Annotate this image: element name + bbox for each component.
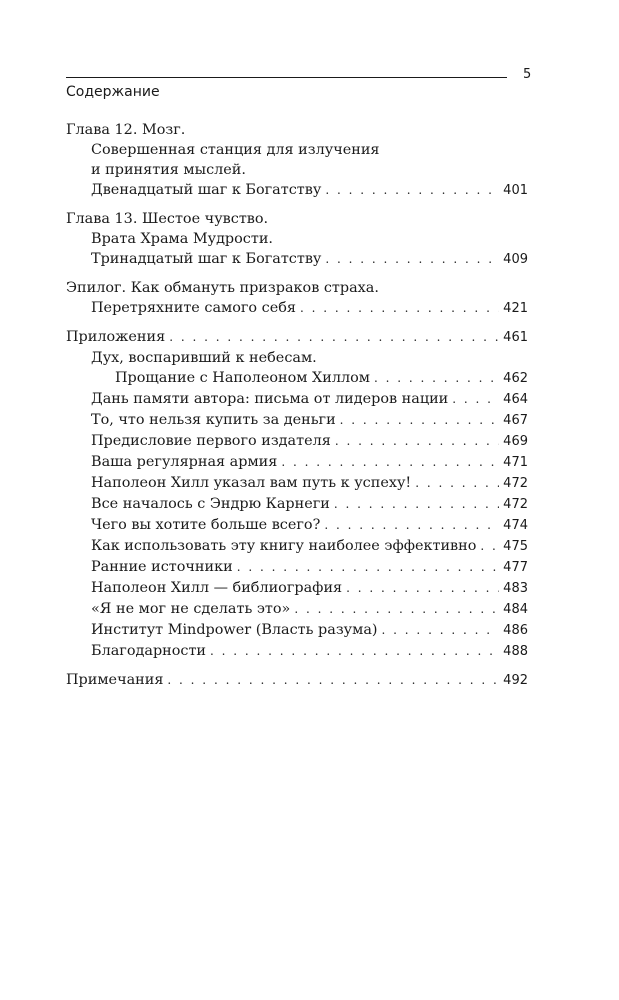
toc-page-number: 486: [503, 623, 528, 638]
toc-page-number: 409: [503, 252, 528, 267]
table-of-contents: [66, 120, 528, 699]
dot-leader: [382, 620, 500, 640]
toc-entry: [66, 140, 528, 160]
toc-entry: [66, 298, 528, 319]
page-number: 5: [523, 67, 532, 82]
dot-leader: [325, 249, 499, 269]
toc-entry: [66, 473, 528, 494]
toc-entry: [66, 557, 528, 578]
toc-entry: [66, 160, 528, 180]
toc-entry: [66, 431, 528, 452]
toc-entry-title: Дух, воспаривший к небесам.: [91, 350, 317, 366]
toc-entry-title: Все началось с Эндрю Карнеги: [91, 496, 330, 512]
toc-entry-title: Глава 12. Мозг.: [66, 122, 186, 138]
toc-entry-title: Перетряхните самого себя: [91, 300, 296, 316]
toc-page-number: 462: [503, 371, 528, 386]
dot-leader: [335, 431, 499, 451]
toc-entry: [66, 389, 528, 410]
toc-page-number: 483: [503, 581, 528, 596]
toc-entry-title: Институт Mindpower (Власть разума): [91, 622, 378, 638]
toc-entry: [66, 641, 528, 662]
running-head: Содержание: [66, 84, 160, 100]
toc-entry: [66, 494, 528, 515]
toc-group: [66, 209, 528, 270]
toc-entry-title: Примечания: [66, 672, 164, 688]
toc-entry-title: Совершенная станция для излучения: [91, 142, 380, 158]
dot-leader: [340, 410, 500, 430]
toc-entry: [66, 120, 528, 140]
toc-entry: [66, 327, 528, 348]
toc-entry-title: Наполеон Хилл — библиография: [91, 580, 343, 596]
dot-leader: [480, 536, 499, 556]
header-rule: [66, 77, 507, 78]
dot-leader: [334, 494, 499, 514]
toc-page-number: 472: [503, 497, 528, 512]
toc-entry-title: Ранние источники: [91, 559, 233, 575]
toc-entry-title: «Я не мог не сделать это»: [91, 601, 291, 617]
dot-leader: [346, 578, 499, 598]
toc-page-number: 464: [503, 392, 528, 407]
toc-entry: [66, 348, 528, 368]
toc-entry-title: Эпилог. Как обмануть призраков страха.: [66, 280, 379, 296]
toc-page-number: 421: [503, 301, 528, 316]
toc-entry: [66, 599, 528, 620]
toc-group: [66, 327, 528, 662]
toc-entry: [66, 536, 528, 557]
toc-page-number: 472: [503, 476, 528, 491]
toc-entry: [66, 249, 528, 270]
toc-entry: [66, 452, 528, 473]
toc-group: [66, 670, 528, 691]
toc-entry-title: и принятия мыслей.: [91, 162, 246, 178]
toc-entry-title: Двенадцатый шаг к Богатству: [91, 182, 322, 198]
toc-entry-title: Наполеон Хилл указал вам путь к успеху!: [91, 475, 412, 491]
toc-page-number: 461: [503, 330, 528, 345]
toc-entry-title: Ваша регулярная армия: [91, 454, 278, 470]
toc-entry-title: Дань памяти автора: письма от лидеров нации: [91, 391, 449, 407]
toc-entry: [66, 180, 528, 201]
toc-entry-title: То, что нельзя купить за деньги: [91, 412, 336, 428]
toc-entry: [66, 670, 528, 691]
toc-page-number: 488: [503, 644, 528, 659]
toc-entry-title: Тринадцатый шаг к Богатству: [91, 251, 322, 267]
dot-leader: [325, 180, 499, 200]
toc-entry: [66, 620, 528, 641]
toc-entry-title: Чего вы хотите больше всего?: [91, 517, 321, 533]
toc-entry: [66, 515, 528, 536]
toc-page-number: 484: [503, 602, 528, 617]
toc-entry-title: Предисловие первого издателя: [91, 433, 331, 449]
toc-group: [66, 278, 528, 319]
toc-entry-title: Как использовать эту книгу наиболее эффективно: [91, 538, 477, 554]
toc-page-number: 477: [503, 560, 528, 575]
dot-leader: [294, 599, 499, 619]
dot-leader: [300, 298, 499, 318]
dot-leader: [210, 641, 499, 661]
toc-page-number: 492: [503, 673, 528, 688]
toc-entry: [66, 209, 528, 229]
dot-leader: [374, 368, 499, 388]
toc-page-number: 474: [503, 518, 528, 533]
toc-entry: [66, 578, 528, 599]
toc-page-number: 401: [503, 183, 528, 198]
toc-entry-title: Благодарности: [91, 643, 207, 659]
toc-entry-title: Прощание с Наполеоном Хиллом: [115, 370, 370, 386]
toc-entry: [66, 410, 528, 431]
toc-entry: [66, 368, 528, 389]
toc-page-number: 475: [503, 539, 528, 554]
dot-leader: [169, 327, 499, 347]
dot-leader: [281, 452, 499, 472]
toc-page-number: 467: [503, 413, 528, 428]
dot-leader: [415, 473, 499, 493]
dot-leader: [237, 557, 499, 577]
dot-leader: [452, 389, 499, 409]
toc-page-number: 469: [503, 434, 528, 449]
toc-entry: [66, 278, 528, 298]
dot-leader: [167, 670, 499, 690]
dot-leader: [324, 515, 499, 535]
toc-group: [66, 120, 528, 201]
toc-page-number: 471: [503, 455, 528, 470]
toc-entry-title: Врата Храма Мудрости.: [91, 231, 273, 247]
toc-entry: [66, 229, 528, 249]
toc-entry-title: Глава 13. Шестое чувство.: [66, 211, 269, 227]
toc-entry-title: Приложения: [66, 329, 166, 345]
